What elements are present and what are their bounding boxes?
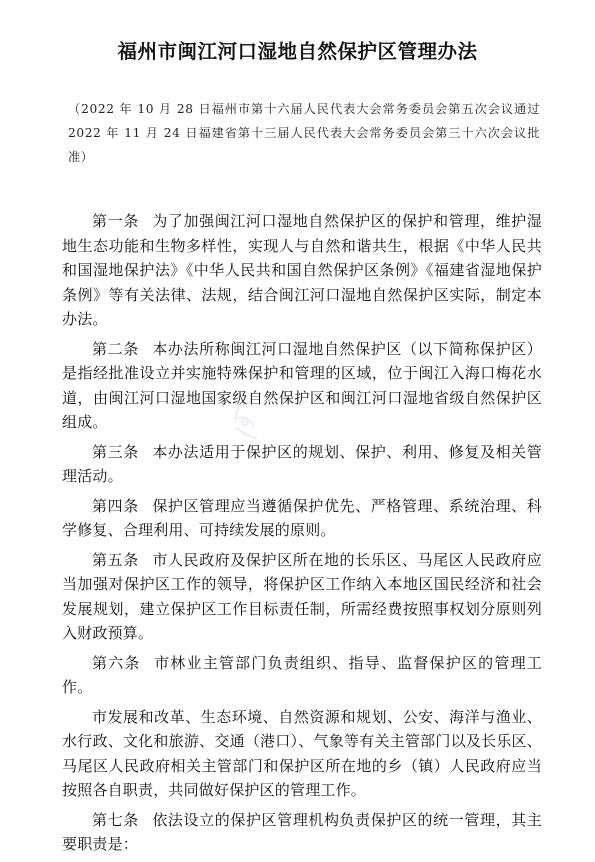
article-paragraph (62, 494, 542, 543)
article-text: 市林业主管部门负责组织、指导、监督保护区的管理工作。 (62, 653, 542, 696)
article-paragraph (62, 651, 542, 700)
article-number: 第六条 (92, 653, 141, 672)
article-text: 依法设立的保护区管理机构负责保护区的统一管理，其主要职责是： (62, 810, 542, 853)
article-number: 第三条 (92, 442, 139, 461)
continuation-paragraph (62, 705, 542, 803)
stamp-watermark-icon (228, 398, 262, 442)
article-number: 第五条 (92, 550, 139, 569)
paragraph-text: 市发展和改革、生态环境、自然资源和规划、公安、海洋与渔业、水行政、文化和旅游、交通（港口）、气象等有关主管部门以及长乐区、马尾区人民政府相关主管部门和保护区所在地的乡（镇）人民政府应当按照各自职责，共同做好保护区的管理工作。 (62, 707, 542, 799)
article-number: 第一条 (92, 212, 139, 230)
article-number: 第二条 (92, 339, 139, 358)
article-number: 第四条 (92, 496, 139, 515)
article-number: 第七条 (92, 810, 139, 829)
document-title: 福州市闽江河口湿地自然保护区管理办法 (117, 40, 478, 63)
article-text: 本办法适用于保护区的规划、保护、利用、修复及相关管理活动。 (62, 442, 542, 485)
article-text: 本办法所称闽江河口湿地自然保护区（以下简称保护区）是指经批准设立并实施特殊保护和管理的区域，位于闽江入海口梅花水道，由闽江河口湿地国家级自然保护区和闽江河口湿地省级自然保护区组成。 (62, 339, 542, 431)
document-body (62, 209, 542, 862)
article-text: 保护区管理应当遵循保护优先、严格管理、系统治理、科学修复、合理利用、可持续发展的原则。 (62, 496, 542, 539)
article-paragraph (62, 548, 542, 646)
adoption-note: （2022 年 10 月 28 日福州市第十六届人民代表大会常务委员会第五次会议通过 2022 年 11 月 24 日福建省第十三届人民代表大会常务委员会第三十六次会议批准） (68, 102, 553, 164)
article-paragraph (62, 209, 542, 332)
article-paragraph (62, 337, 542, 435)
article-paragraph (62, 808, 542, 857)
article-text: 市人民政府及保护区所在地的长乐区、马尾区人民政府应当加强对保护区工作的领导，将保护区工作纳入本地区国民经济和社会发展规划，建立保护区工作目标责任制，所需经费按照事权划分原则列入财政预算。 (62, 550, 542, 642)
article-text: 为了加强闽江河口湿地自然保护区的保护和管理，维护湿地生态功能和生物多样性，实现人与自然和谐共生，根据《中华人民共和国湿地保护法》《中华人民共和国自然保护区条例》《福建省湿地保护条例》等有关法律、法规，结合闽江河口湿地自然保护区实际，制定本办法。 (62, 212, 542, 328)
article-paragraph (62, 440, 542, 489)
